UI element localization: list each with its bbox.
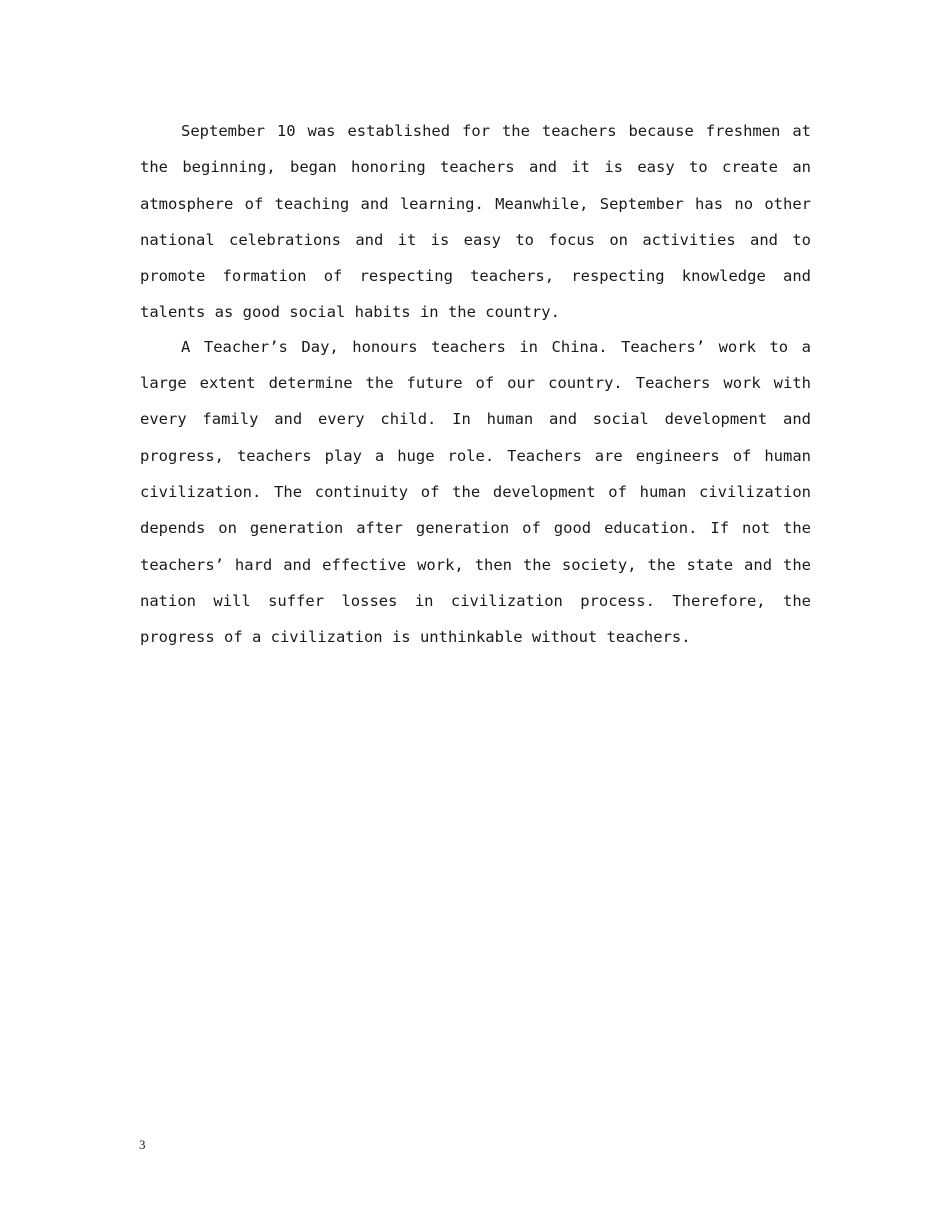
paragraph-1: September 10 was established for the teachers because freshmen at the beginning, began honoring teachers and it is easy to create an atmosphere of teaching and learning. Meanwhile, September has no other national celebrations and it is easy to focus on activities and to promote formation of respecting teachers, respecting knowledge and talents as good social habits in the country.: [140, 122, 811, 322]
paragraph-2: A Teacher’s Day, honours teachers in China. Teachers’ work to a large extent determine the future of our country. Teachers work with every family and every child. In human and social development and progress, teachers play a huge role. Teachers are engineers of human civilization. The continuity of the development of human civilization depends on generation after generation of good education. If not the teachers’ hard and effective work, then the society, the state and the nation will suffer losses in civilization process. Therefore, the progress of a civilization is unthinkable without teachers.: [140, 337, 811, 647]
document-body: [140, 113, 811, 655]
page-number: 3: [139, 1137, 146, 1152]
